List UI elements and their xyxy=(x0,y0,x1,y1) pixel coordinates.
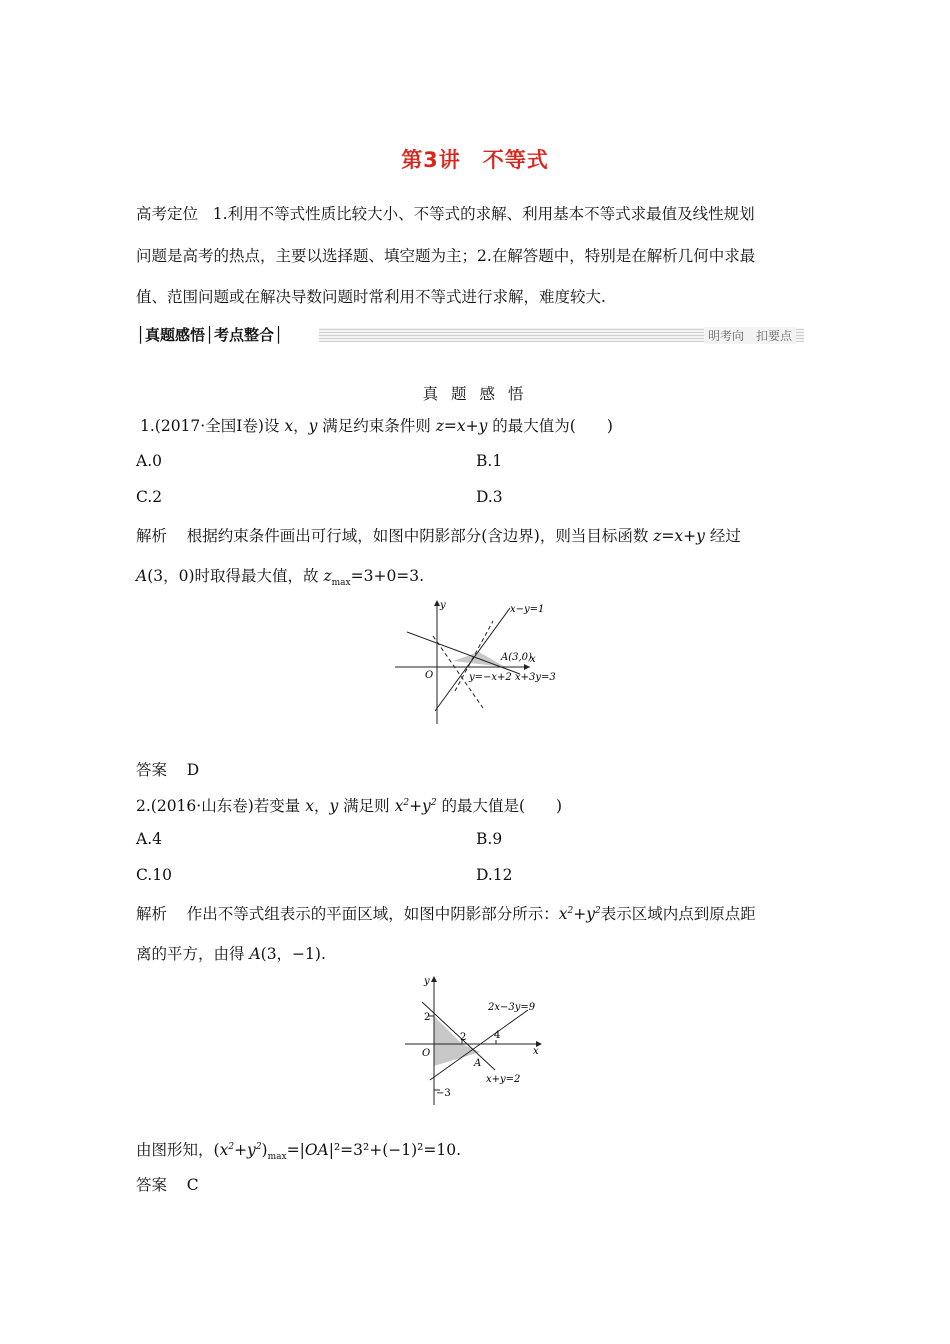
q1-analysis-1a: 根据约束条件画出可行域，如图中阴影部分(含边界)，则当目标函数 xyxy=(186,527,654,545)
q1-answer xyxy=(136,758,199,780)
q1-label-a: A(3,0) xyxy=(501,652,532,663)
q1-stem-b: ， xyxy=(293,417,309,435)
q2-stem xyxy=(136,794,562,816)
q1-answer-value: D xyxy=(186,761,200,779)
q2-conclusion-expr: $x^2+y^2$ xyxy=(219,1141,262,1159)
q2-analysis-line-1 xyxy=(136,902,756,924)
q2-label-a: A xyxy=(474,1058,482,1069)
intro-text-1: 1.利用不等式性质比较大小、不等式的求解、利用基本不等式求最值及线性规划 xyxy=(212,205,755,223)
q2-label-line1: 2x−3y=9 xyxy=(488,1002,536,1013)
q1-var-y: y xyxy=(308,417,318,435)
q2-point-a: A xyxy=(249,945,261,963)
q2-option-d: D.12 xyxy=(476,866,513,884)
q1-max-sub: max xyxy=(331,578,351,589)
q2-analysis-label: 解析 xyxy=(136,905,168,923)
q2-analysis-2c: (3，−1). xyxy=(260,945,326,963)
q2-conclusion-c: =| xyxy=(286,1141,305,1159)
q2-label-x: x xyxy=(533,1046,539,1057)
q2-answer-label: 答案 xyxy=(136,1176,168,1194)
q2-conclusion-oa: OA xyxy=(304,1141,329,1159)
q2-tick-label-yn3: −3 xyxy=(436,1088,451,1099)
q1-analysis-line-2 xyxy=(136,564,424,588)
q1-label-line2: y=−x+2 xyxy=(469,672,512,683)
page-title: 第3讲 不等式 xyxy=(401,148,549,172)
q1-option-c: C.2 xyxy=(136,488,163,506)
q2-stem-d: 的最大值是( ) xyxy=(436,797,563,815)
q2-option-c: C.10 xyxy=(136,866,172,884)
q2-option-b: B.9 xyxy=(476,830,503,848)
q1-feasible-region xyxy=(453,652,505,667)
q2-stem-b: ， xyxy=(313,797,330,815)
intro-label: 高考定位 xyxy=(136,205,199,223)
q2-analysis-expr: $x^2+y^2$ xyxy=(558,905,601,923)
q1-label-line3: x+3y=3 xyxy=(515,672,556,683)
q1-analysis-1b: z=x+y xyxy=(653,527,705,545)
q2-expression: $x^2+y^2$ xyxy=(394,797,437,815)
section-banner xyxy=(136,324,804,346)
q1-figure xyxy=(395,596,585,736)
banner-right-label: 明考向 扣要点 xyxy=(704,327,796,344)
q2-label-line2: x+y=2 xyxy=(486,1074,521,1085)
q2-analysis-line-2 xyxy=(136,942,326,964)
q1-stem-a: 1.(2017·全国Ⅰ卷)设 xyxy=(140,417,285,435)
section-heading: 真 题 感 悟 xyxy=(422,385,528,403)
q2-analysis-2a: 离的平方，由得 xyxy=(136,945,250,963)
q1-analysis-1c: 经过 xyxy=(704,527,741,545)
q1-stem xyxy=(140,414,613,436)
q2-answer-value: C xyxy=(186,1176,199,1194)
q2-stem-a: 2.(2016·山东卷)若变量 xyxy=(136,797,306,815)
q2-y-arrow xyxy=(431,976,437,982)
q1-analysis-2e: =3+0=3. xyxy=(350,567,425,585)
q2-analysis-1b: 表示区域内点到原点距 xyxy=(600,905,756,923)
q1-option-a: A.0 xyxy=(136,452,162,470)
q2-option-a: A.4 xyxy=(136,830,162,848)
q1-label-y: y xyxy=(440,600,446,611)
q1-option-d: D.3 xyxy=(476,488,503,506)
q2-var-x: x xyxy=(305,797,314,815)
q2-label-o: O xyxy=(422,1048,431,1059)
q2-conclusion: 由图形知，$(x^2+y^2)_{max}=|OA|^2=3^2+(-1)^2=10$. xyxy=(136,1141,461,1163)
q2-tick-label-x2: 2 xyxy=(460,1032,467,1043)
intro-line-3: 值、范围问题或在解决导数问题时常利用不等式进行求解，难度较大. xyxy=(136,288,606,306)
q1-objective: z=x+y xyxy=(435,417,488,435)
q2-stem-c: 满足则 xyxy=(338,797,395,815)
intro-line-2: 问题是高考的热点，主要以选择题、填空题为主；2.在解答题中，特别是在解析几何中求最 xyxy=(136,247,756,265)
q1-answer-label: 答案 xyxy=(136,761,168,779)
q2-max-sub: max xyxy=(267,1152,287,1163)
q2-tick-label-x4: 4 xyxy=(494,1030,501,1041)
q2-var-y: y xyxy=(329,797,339,815)
q1-analysis-label: 解析 xyxy=(136,527,168,545)
q2-label-y: y xyxy=(424,976,430,987)
q2-conclusion-a: 由图形知， xyxy=(136,1141,214,1159)
q1-label-o: O xyxy=(425,670,434,681)
q1-var-x: x xyxy=(284,417,294,435)
q1-stem-d: 的最大值为( ) xyxy=(487,417,613,435)
q2-analysis-1a: 作出不等式组表示的平面区域，如图中阴影部分所示： xyxy=(186,905,559,923)
q1-stem-c: 满足约束条件则 xyxy=(317,417,436,435)
q2-conclusion-e: |²=3²+(−1)²=10. xyxy=(328,1141,461,1159)
q1-label-x: x xyxy=(530,654,536,665)
q1-analysis-line-1 xyxy=(136,524,741,546)
q2-answer xyxy=(136,1173,199,1195)
q1-option-b: B.1 xyxy=(476,452,503,470)
q1-analysis-2b: (3，0)时取得最大值，故 xyxy=(147,567,324,585)
q1-point-a: A xyxy=(136,567,148,585)
q2-figure xyxy=(400,970,550,1110)
banner-left-label: │真题感悟│考点整合│ xyxy=(136,324,289,346)
intro-line-1 xyxy=(136,204,816,224)
q2-tick-label-y2: 2 xyxy=(424,1012,431,1023)
q1-label-line1: x−y=1 xyxy=(510,604,545,615)
q1-z: z xyxy=(323,567,332,585)
